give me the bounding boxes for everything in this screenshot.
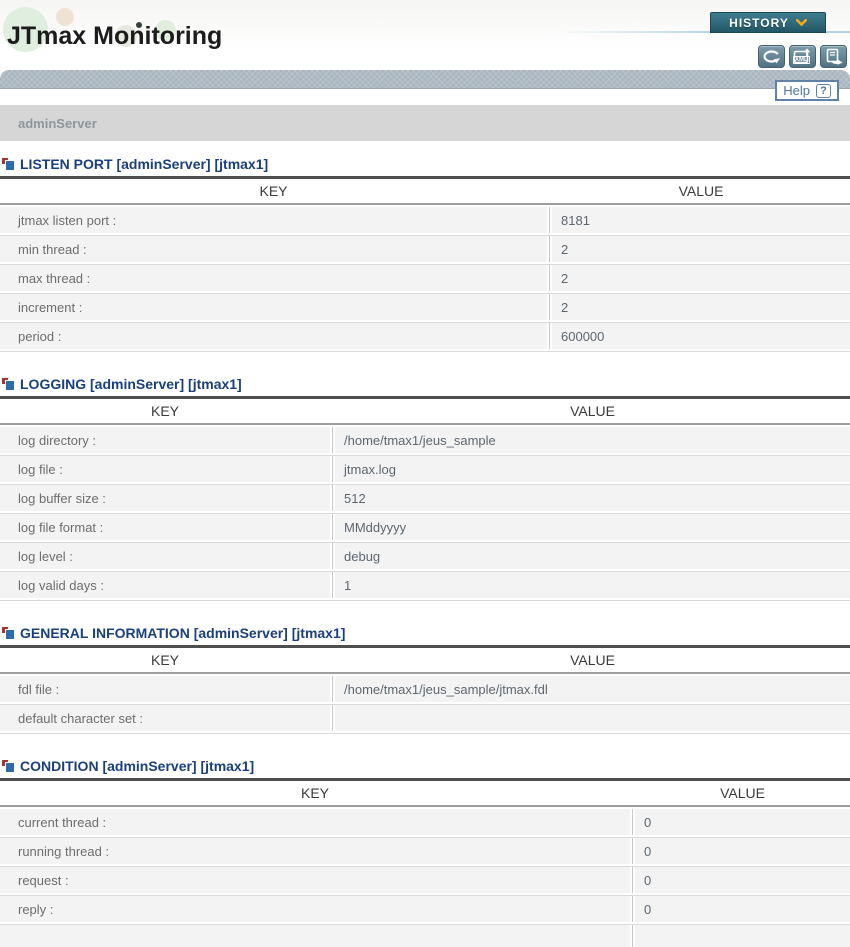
key-column-header: KEY xyxy=(150,403,179,419)
row-value: 0 xyxy=(635,867,850,893)
value-column-header: VALUE xyxy=(570,403,615,419)
table-row xyxy=(0,676,850,702)
table-row xyxy=(0,838,850,864)
table-row xyxy=(0,207,850,233)
table-row xyxy=(0,572,850,598)
table-row xyxy=(0,543,850,569)
table-row xyxy=(0,514,850,540)
toolbar-icons xyxy=(758,45,847,68)
section-title: CONDITION [adminServer] [jtmax1] xyxy=(20,758,255,774)
toolbar-hatch-bar xyxy=(0,70,850,89)
xml-icon-label: XML xyxy=(795,57,808,63)
row-key: period : xyxy=(0,323,547,349)
section-header xyxy=(0,757,850,775)
history-button[interactable] xyxy=(710,12,826,33)
row-value: 0 xyxy=(635,896,850,922)
table-body xyxy=(0,207,850,349)
section-title: GENERAL INFORMATION [adminServer] [jtmax1] xyxy=(20,625,346,641)
row-value: debug xyxy=(335,543,850,569)
server-name-label: adminServer xyxy=(18,115,97,131)
row-value: 8181 xyxy=(552,207,850,233)
row-key: max thread : xyxy=(0,265,547,291)
row-key: min thread : xyxy=(0,236,547,262)
row-value: jtmax.log xyxy=(335,456,850,482)
row-key: log file : xyxy=(0,456,330,482)
table-row xyxy=(0,323,850,349)
row-key: increment : xyxy=(0,294,547,320)
history-button-label: HISTORY xyxy=(729,15,789,30)
row-value xyxy=(335,705,850,731)
row-value: 512 xyxy=(335,485,850,511)
section-bullet-icon xyxy=(2,158,14,170)
table-header-row xyxy=(0,648,850,674)
section-bullet-icon xyxy=(2,627,14,639)
section-title: LOGGING [adminServer] [jtmax1] xyxy=(20,376,242,392)
value-column-header: VALUE xyxy=(678,183,724,199)
chevron-down-icon xyxy=(796,16,807,30)
monitor-section xyxy=(0,155,850,349)
row-key: fdl file : xyxy=(0,676,330,702)
table-header-row xyxy=(0,179,850,205)
page-header xyxy=(0,0,850,70)
tables-container xyxy=(0,155,850,947)
row-key: request : xyxy=(0,867,630,893)
row-key: reply : xyxy=(0,896,630,922)
row-value: 2 xyxy=(552,265,850,291)
refresh-icon[interactable] xyxy=(758,45,785,68)
row-key: log valid days : xyxy=(0,572,330,598)
monitor-section xyxy=(0,375,850,598)
value-column-header: VALUE xyxy=(720,785,765,801)
row-value: /home/tmax1/jeus_sample xyxy=(335,427,850,453)
question-mark-icon: ? xyxy=(816,84,831,98)
row-key: log level : xyxy=(0,543,330,569)
row-value: /home/tmax1/jeus_sample/jtmax.fdl xyxy=(335,676,850,702)
row-value: MMddyyyy xyxy=(335,514,850,540)
key-column-header: KEY xyxy=(150,652,179,668)
page-title: JTmax Monitoring xyxy=(7,22,223,50)
table-row xyxy=(0,485,850,511)
table-body xyxy=(0,427,850,598)
table-row xyxy=(0,236,850,262)
row-value: 2 xyxy=(552,294,850,320)
key-column-header: KEY xyxy=(300,785,329,801)
server-panel-header[interactable] xyxy=(0,105,850,141)
row-key xyxy=(0,925,630,947)
table-row xyxy=(0,456,850,482)
table-row xyxy=(0,925,850,947)
help-button-label: Help xyxy=(783,83,810,98)
table-header-row xyxy=(0,781,850,807)
table-row xyxy=(0,809,850,835)
export-report-icon[interactable] xyxy=(820,45,847,68)
table-header-row xyxy=(0,399,850,425)
table-body xyxy=(0,809,850,947)
section-title: LISTEN PORT [adminServer] [jtmax1] xyxy=(20,156,269,172)
row-key: current thread : xyxy=(0,809,630,835)
monitor-section xyxy=(0,624,850,731)
row-value: 0 xyxy=(635,838,850,864)
table-body xyxy=(0,676,850,731)
row-key: default character set : xyxy=(0,705,330,731)
table-row xyxy=(0,427,850,453)
help-button[interactable] xyxy=(775,80,839,101)
row-value: 0 xyxy=(635,809,850,835)
row-key: running thread : xyxy=(0,838,630,864)
section-bullet-icon xyxy=(2,378,14,390)
row-value xyxy=(635,925,850,947)
row-key: log buffer size : xyxy=(0,485,330,511)
row-key: log file format : xyxy=(0,514,330,540)
section-header xyxy=(0,375,850,393)
section-bullet-icon xyxy=(2,760,14,772)
section-header xyxy=(0,624,850,642)
row-value: 2 xyxy=(552,236,850,262)
monitor-section xyxy=(0,757,850,947)
row-key: jtmax listen port : xyxy=(0,207,547,233)
value-column-header: VALUE xyxy=(570,652,615,668)
row-key: log directory : xyxy=(0,427,330,453)
table-row xyxy=(0,294,850,320)
key-column-header: KEY xyxy=(259,183,288,199)
table-row xyxy=(0,867,850,893)
table-row xyxy=(0,265,850,291)
row-value: 600000 xyxy=(552,323,850,349)
section-header xyxy=(0,155,850,173)
table-row xyxy=(0,896,850,922)
xml-upload-icon[interactable] xyxy=(789,45,816,68)
table-row xyxy=(0,705,850,731)
row-value: 1 xyxy=(335,572,850,598)
